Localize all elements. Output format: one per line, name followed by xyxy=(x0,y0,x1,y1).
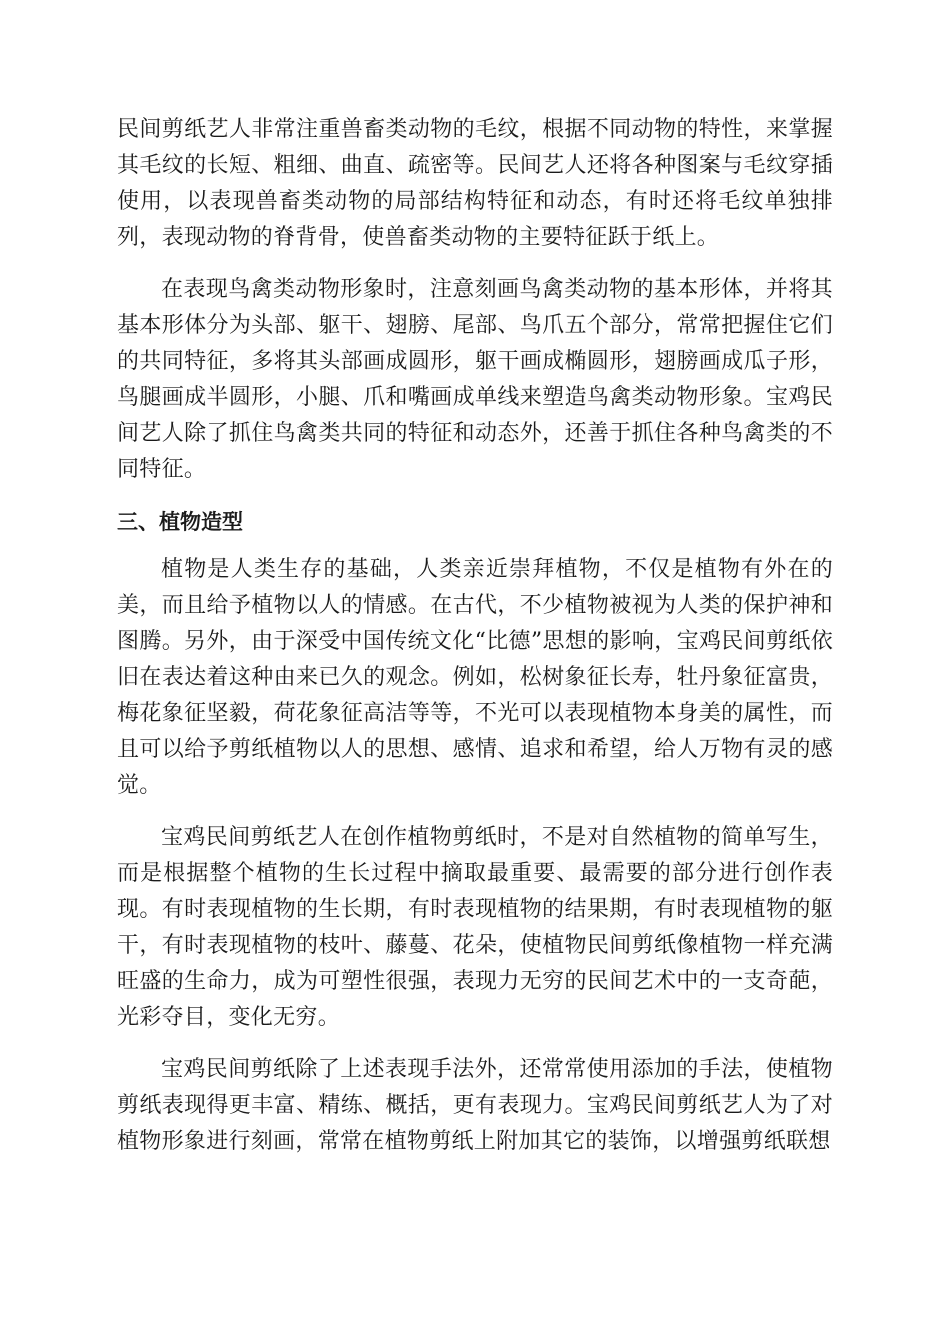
paragraph-plants-intro: 植物是人类生存的基础，人类亲近崇拜植物，不仅是植物有外在的美，而且给予植物以人的情感。在古代，不少植物被视为人类的保护神和图腾。另外，由于深受中国传统文化“比德”思想的影响，宝鸡民间剪纸依旧在表达着这种由来已久的观念。例如，松树象征长寿，牡丹象征富贵，梅花象征坚毅，荷花象征高洁等等，不光可以表现植物本身美的属性，而且可以给予剪纸植物以人的思想、感情、追求和希望，给人万物有灵的感觉。 xyxy=(117,557,833,798)
paragraph-plants-creation: 宝鸡民间剪纸艺人在创作植物剪纸时，不是对自然植物的简单写生，而是根据整个植物的生长过程中摘取最重要、最需要的部分进行创作表现。有时表现植物的生长期，有时表现植物的结果期，有时表现植物的躯干，有时表现植物的枝叶、藤蔓、花朵，使植物民间剪纸像植物一样充满旺盛的生命力，成为可塑性很强，表现力无穷的民间艺术中的一支奇葩，光彩夺目，变化无穷。 xyxy=(117,825,833,1030)
paragraph-birds: 在表现鸟禽类动物形象时，注意刻画鸟禽类动物的基本形体，并将其基本形体分为头部、躯干、翅膀、尾部、鸟爪五个部分，常常把握住它们的共同特征，多将其头部画成圆形，躯干画成椭圆形，翅膀画成瓜子形，鸟腿画成半圆形，小腿、爪和嘴画成单线来塑造鸟禽类动物形象。宝鸡民间艺人除了抓住鸟禽类共同的特征和动态外，还善于抓住各种鸟禽类的不同特征。 xyxy=(117,277,833,482)
document-page xyxy=(117,112,833,1176)
section-heading-plants: 三、植物造型 xyxy=(117,510,243,534)
paragraph-animal-fur: 民间剪纸艺人非常注重兽畜类动物的毛纹，根据不同动物的特性，来掌握其毛纹的长短、粗细、曲直、疏密等。民间艺人还将各种图案与毛纹穿插使用，以表现兽畜类动物的局部结构特征和动态，有时还将毛纹单独排列，表现动物的脊背骨，使兽畜类动物的主要特征跃于纸上。 xyxy=(117,117,833,250)
paragraph-plants-techniques: 宝鸡民间剪纸除了上述表现手法外，还常常使用添加的手法，使植物剪纸表现得更丰富、精练、概括，更有表现力。宝鸡民间剪纸艺人为了对植物形象进行刻画，常常在植物剪纸上附加其它的装饰，以增强剪纸联想 xyxy=(117,1057,833,1154)
